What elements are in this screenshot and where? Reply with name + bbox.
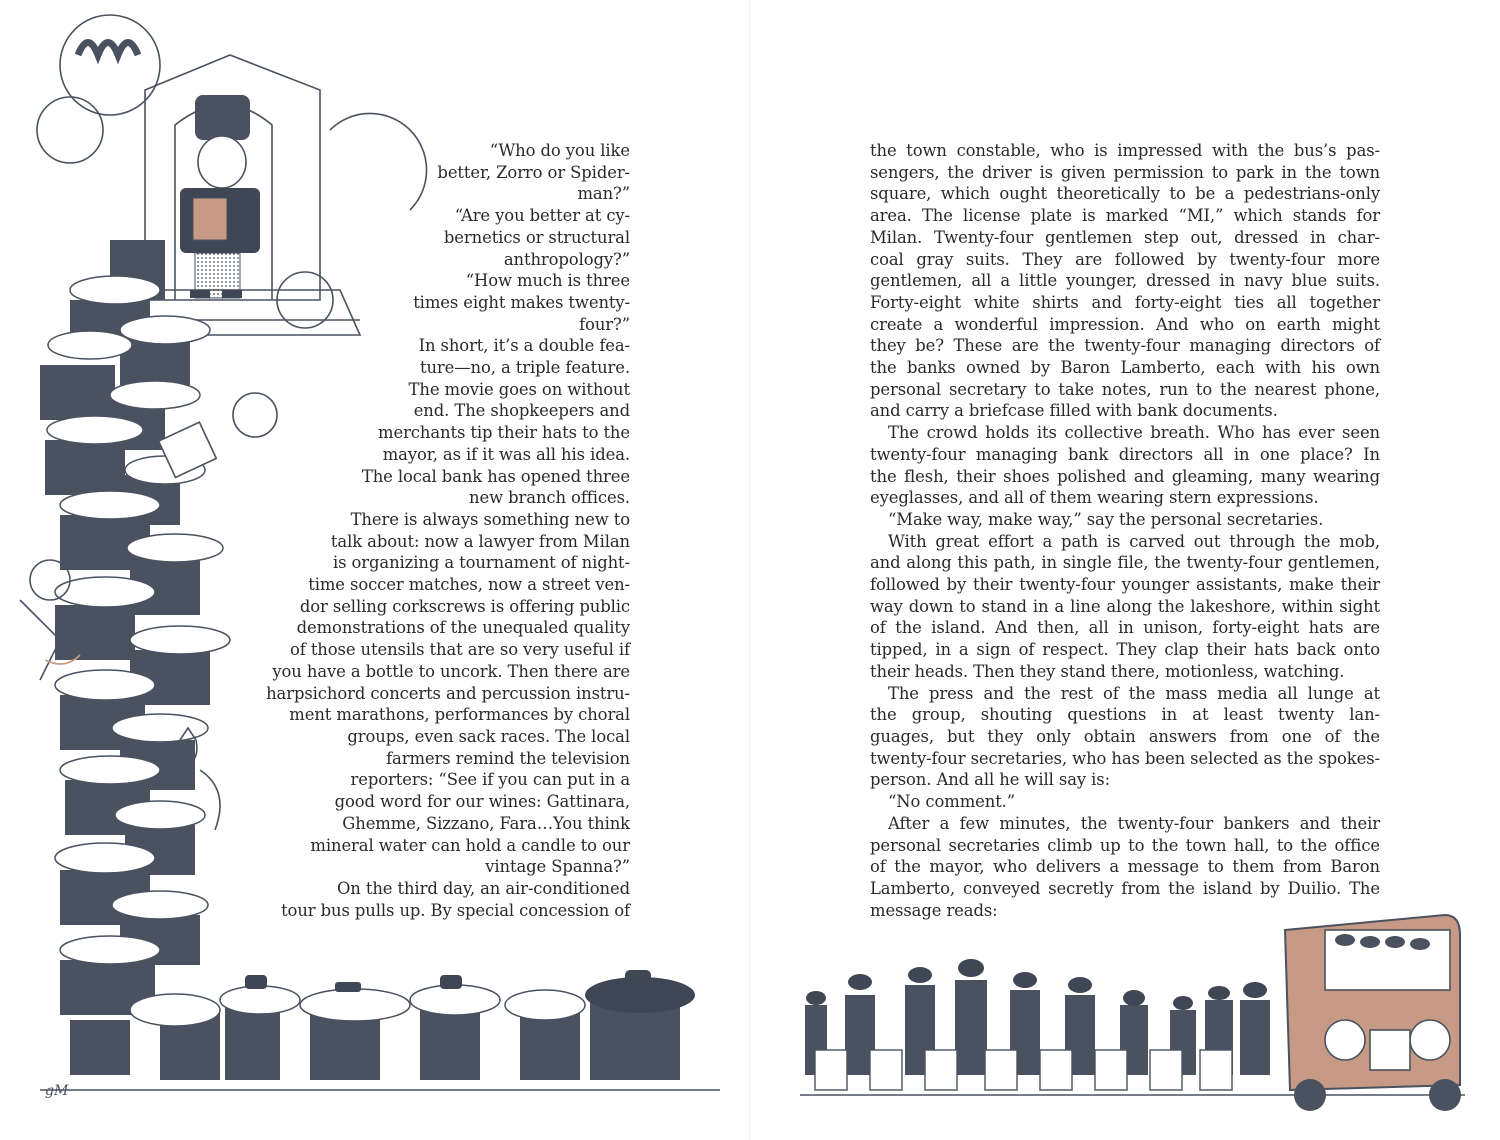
text-line: good word for our wines: Gattinara, — [334, 792, 630, 812]
text-line: “How much is three — [465, 271, 630, 291]
text-line: “No comment.” — [888, 792, 1016, 812]
text-line: The movie goes on without — [408, 379, 630, 399]
text-line: eyeglasses, and all of them wearing stern expressions. — [870, 488, 1319, 508]
text-line: groups, even sack races. The local — [347, 726, 630, 746]
text-line: mayor, as if it was all his idea. — [382, 444, 630, 464]
text-line: their heads. Then they stand there, motionless, watching. — [870, 661, 1345, 681]
text-line: Lamberto, conveyed secretly from the island by Duilio. The — [870, 878, 1380, 898]
text-line: merchants tip their hats to the — [378, 423, 630, 443]
text-line: bernetics or structural — [443, 227, 630, 247]
text-line: of the island. And then, all in unison, forty-eight hats are — [870, 618, 1380, 638]
text-line: time soccer matches, now a street ven- — [308, 575, 630, 595]
text-line: The local bank has opened three — [361, 466, 630, 486]
text-line: tipped, in a sign of respect. They clap their hats back onto — [870, 640, 1380, 660]
text-line: ment marathons, performances by choral — [289, 705, 630, 725]
text-line: After a few minutes, the twenty-four bankers and their — [888, 813, 1380, 833]
text-line: person. And all he will say is: — [870, 770, 1111, 790]
text-line: “Make way, make way,” say the personal secretaries. — [888, 509, 1324, 529]
text-line: coal gray suits. They are followed by twenty-four more — [870, 249, 1380, 269]
bankers-line — [805, 959, 1270, 1090]
text-line: of those utensils that are so very useful if — [289, 640, 630, 660]
text-line: square, which ought theoretically to be a pedestrians-only — [870, 184, 1380, 204]
text-line: sengers, the driver is given permission to park in the town — [870, 162, 1380, 182]
left-page-text — [228, 140, 630, 921]
text-line: the town constable, who is impressed with the bus’s pas- — [870, 141, 1380, 160]
text-line: talk about: now a lawyer from Milan — [330, 531, 630, 551]
text-line: twenty-four secretaries, who has been selected as the spokes- — [870, 748, 1380, 768]
text-line: demonstrations of the unequaled quality — [296, 618, 630, 638]
text-line: The crowd holds its collective breath. Who has ever seen — [888, 423, 1380, 443]
text-line: gentlemen, all a little younger, dressed in navy blue suits. — [870, 271, 1380, 291]
text-line: area. The license plate is marked “MI,” which stands for — [870, 206, 1380, 226]
text-line: create a wonderful impression. And who on earth might — [870, 314, 1380, 334]
text-line: Milan. Twenty-four gentlemen step out, dressed in char- — [870, 227, 1380, 247]
artist-signature: gM — [45, 1083, 69, 1099]
text-line: The press and the rest of the mass media all lunge at — [888, 683, 1380, 703]
text-line: Forty-eight white shirts and forty-eight ties all together — [870, 292, 1380, 312]
text-line: is organizing a tournament of night- — [332, 553, 630, 573]
text-line: better, Zorro or Spider- — [437, 162, 630, 182]
text-line: the banks owned by Baron Lamberto, each with his own — [870, 358, 1380, 378]
text-line: vintage Spanna?” — [485, 857, 630, 877]
text-line: guages, but they only obtain answers from one of the — [870, 726, 1380, 746]
text-line: personal secretaries climb up to the town hall, to the office — [870, 835, 1380, 855]
text-line: personal secretary to take notes, run to the nearest phone, — [870, 379, 1380, 399]
text-line: With great effort a path is carved out through the mob, — [888, 531, 1380, 551]
text-line: “Who do you like — [489, 141, 630, 160]
text-line: new branch offices. — [469, 488, 630, 508]
text-line: they be? These are the twenty-four managing directors of — [870, 336, 1380, 356]
text-line: farmers remind the television — [386, 748, 630, 768]
crowd-left-column — [40, 240, 230, 1075]
text-line: followed by their twenty-four younger assistants, make their — [870, 575, 1380, 595]
text-line: anthropology?” — [503, 249, 630, 269]
text-line: way down to stand in a line along the lakeshore, within sight — [870, 596, 1380, 616]
text-line: the group, shouting questions in at least twenty lan- — [870, 705, 1380, 725]
text-line: of the mayor, who delivers a message to them from Baron — [870, 857, 1380, 877]
tour-bus — [1285, 915, 1461, 1111]
text-line: end. The shopkeepers and — [413, 401, 630, 421]
text-line: “Are you better at cy- — [454, 206, 630, 226]
text-line: ture—no, a triple feature. — [419, 358, 630, 378]
text-line: There is always something new to — [350, 509, 630, 529]
text-line: In short, it’s a double fea- — [418, 336, 630, 356]
text-line: and along this path, in single file, the twenty-four gentlemen, — [870, 553, 1380, 573]
text-line: reporters: “See if you can put in a — [350, 770, 630, 790]
text-line: twenty-four managing bank directors all in one place? In — [870, 444, 1380, 464]
text-line: On the third day, an air-conditioned — [336, 878, 630, 898]
right-page-text — [870, 140, 1380, 921]
text-line: Ghemme, Sizzano, Fara…You think — [342, 813, 630, 833]
crowd-bottom-left — [130, 970, 695, 1080]
text-line: and carry a briefcase filled with bank documents. — [870, 401, 1278, 421]
text-line: tour bus pulls up. By special concession of — [281, 900, 630, 920]
text-line: you have a bottle to uncork. Then there are — [272, 661, 630, 681]
text-line: dor selling corkscrews is offering public — [299, 596, 630, 616]
text-line: times eight makes twenty- — [413, 292, 630, 312]
text-line: man?” — [577, 184, 630, 204]
text-line: four?” — [579, 314, 630, 334]
text-line: the flesh, their shoes polished and gleaming, many wearing — [870, 466, 1380, 486]
text-line: mineral water can hold a candle to our — [310, 835, 630, 855]
text-line: harpsichord concerts and percussion instru- — [266, 683, 630, 703]
text-line: message reads: — [870, 900, 998, 920]
